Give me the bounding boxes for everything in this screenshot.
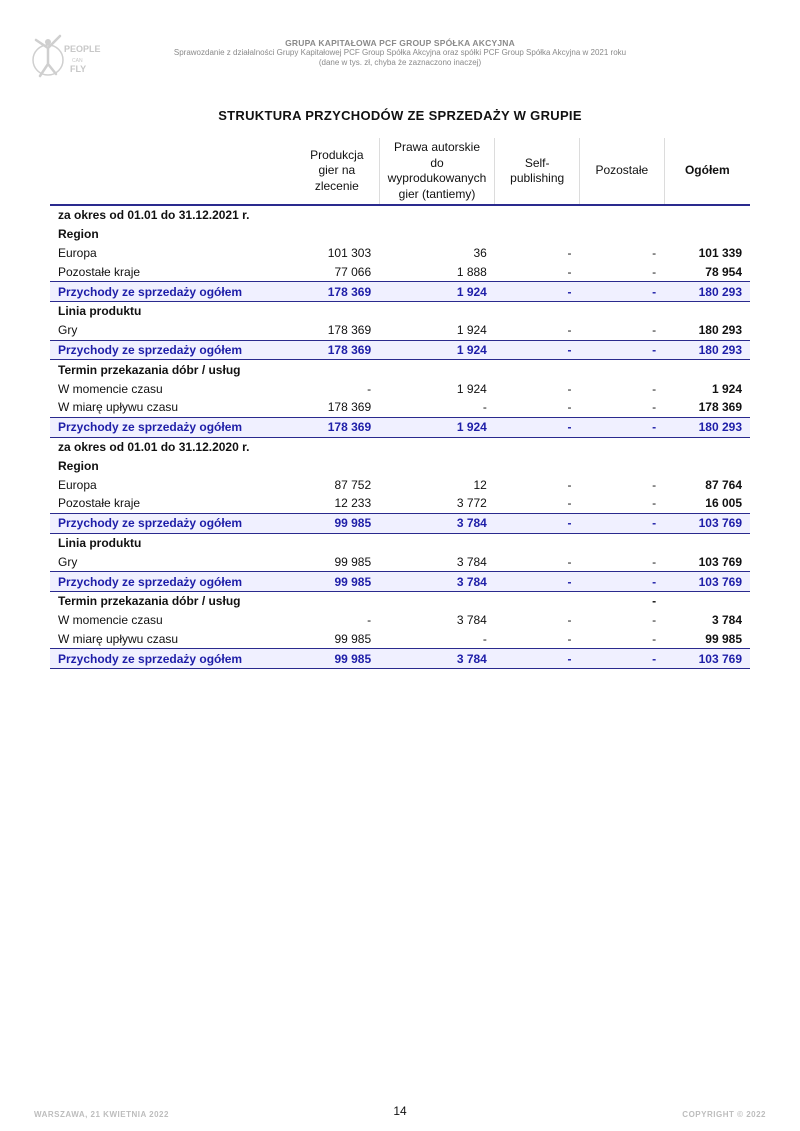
value-cell [664,301,750,320]
value-cell: 3 784 [711,613,742,628]
total-row [50,513,750,533]
row-label: W miarę upływu czasu [58,631,179,646]
value-cell: - [652,554,657,569]
value-cell [580,301,665,320]
row-label: Gry [58,323,78,338]
row-label: W momencie czasu [58,381,163,396]
section-row [50,205,750,225]
value-cell: - [495,417,580,437]
value-cell: 3 784 [456,554,487,569]
table-row [50,475,750,494]
value-cell: 3 784 [379,572,495,592]
value-cell [295,360,379,379]
value-cell: - [580,649,665,669]
row-label: Przychody ze sprzedaży ogółem [50,340,295,360]
row-label: W momencie czasu [58,613,163,628]
value-cell [295,437,379,456]
value-cell [580,533,665,552]
value-cell: 36 [473,245,487,260]
value-cell: - [567,613,572,628]
value-cell [295,301,379,320]
svg-text:PEOPLE: PEOPLE [64,44,101,54]
value-cell: - [567,631,572,646]
column-header: Produkcja gier na zlecenie [310,147,364,193]
row-label: Pozostałe kraje [58,496,141,511]
value-cell: - [652,477,657,492]
total-row [50,417,750,437]
value-cell: - [495,340,580,360]
value-cell [379,360,495,379]
section-row [50,225,750,244]
value-cell [580,360,665,379]
value-cell: - [567,496,572,511]
value-cell: 180 293 [664,417,750,437]
value-cell: 3 784 [379,513,495,533]
value-cell: 99 985 [334,554,372,569]
value-cell: - [495,649,580,669]
table-body [50,205,750,669]
value-cell: 101 339 [698,245,742,260]
value-cell [295,591,379,610]
value-cell: - [652,264,657,279]
value-cell: - [652,613,657,628]
row-label: Przychody ze sprzedaży ogółem [50,572,295,592]
value-cell: 3 772 [456,496,487,511]
table-row [50,262,750,281]
svg-text:CAN: CAN [72,58,83,64]
value-cell: - [495,572,580,592]
value-cell: - [567,554,572,569]
row-label: Region [58,227,99,242]
section-row [50,456,750,475]
company-logo [30,28,101,84]
value-cell: 99 985 [705,631,742,646]
row-label: Linia produktu [58,304,142,319]
value-cell [495,225,580,244]
section-row [50,591,750,610]
value-cell [379,301,495,320]
value-cell: - [580,513,665,533]
value-cell [664,591,750,610]
value-cell [379,456,495,475]
value-cell: - [495,513,580,533]
value-cell: 87 752 [334,477,372,492]
value-cell: - [567,400,572,415]
value-cell: 180 293 [698,323,742,338]
value-cell: 1 924 [379,417,495,437]
total-row [50,649,750,669]
value-cell [664,533,750,552]
value-cell: - [652,496,657,511]
value-cell [295,456,379,475]
column-header: Self-publishing [495,138,580,205]
header-company: GRUPA KAPITAŁOWA PCF GROUP SPÓŁKA AKCYJNA [285,38,515,48]
value-cell: - [580,282,665,302]
value-cell [580,437,665,456]
value-cell: 12 [473,477,487,492]
value-cell: 1 924 [456,323,487,338]
value-cell: 103 769 [664,513,750,533]
value-cell: 78 954 [705,264,742,279]
table-row [50,321,750,340]
value-cell: 16 005 [705,496,742,511]
revenue-structure-table [50,138,750,669]
value-cell: - [567,477,572,492]
value-cell: - [652,400,657,415]
value-cell: 178 369 [327,400,372,415]
value-cell: - [367,613,372,628]
table-header-row [50,138,750,205]
value-cell [664,360,750,379]
value-cell [379,533,495,552]
value-cell: 178 369 [295,417,379,437]
table-row [50,630,750,649]
column-header: Prawa autorskie do wyprodukowanych gier (tantiemy) [379,138,495,205]
section-row [50,301,750,320]
total-row [50,340,750,360]
value-cell: - [482,400,487,415]
value-cell: 178 369 [295,282,379,302]
header-note: (dane w tys. zł, chyba że zaznaczono inaczej) [318,58,482,67]
value-cell [580,205,665,225]
value-cell [495,437,580,456]
value-cell [295,533,379,552]
value-cell: 99 985 [295,572,379,592]
value-cell: 180 293 [664,282,750,302]
row-label: Region [58,458,99,473]
value-cell [379,205,495,225]
value-cell: 178 369 [698,400,742,415]
value-cell [580,225,665,244]
value-cell: - [495,282,580,302]
value-cell: 101 303 [327,245,372,260]
section-row [50,360,750,379]
svg-text:FLY: FLY [70,64,87,74]
table-row [50,494,750,513]
value-cell: - [567,381,572,396]
value-cell: - [580,572,665,592]
value-cell: - [567,264,572,279]
value-cell: - [652,381,657,396]
value-cell [664,225,750,244]
value-cell [379,591,495,610]
table-row [50,611,750,630]
value-cell [295,225,379,244]
row-label: Termin przekazania dóbr / usług [58,594,241,609]
table-row [50,379,750,398]
row-label: W miarę upływu czasu [58,400,179,415]
value-cell [664,205,750,225]
value-cell: 12 233 [334,496,372,511]
value-cell: 1 924 [379,282,495,302]
section-row [50,437,750,456]
section-row [50,533,750,552]
value-cell: 103 769 [664,649,750,669]
value-cell: - [567,323,572,338]
value-cell: - [652,245,657,260]
value-cell: 178 369 [327,323,372,338]
value-cell: - [580,417,665,437]
row-label: Europa [58,477,97,492]
value-cell: - [652,631,657,646]
value-cell [495,360,580,379]
value-cell: 99 985 [334,631,372,646]
value-cell: 178 369 [295,340,379,360]
value-cell: 1 924 [711,381,742,396]
value-cell [379,225,495,244]
value-cell: 1 888 [456,264,487,279]
value-cell: 99 985 [295,513,379,533]
header-subtitle: Sprawozdanie z działalności Grupy Kapitałowej PCF Group Spółka Akcyjna oraz spółki PCF Group Spółka Akcyjna w 2021 roku [173,48,627,57]
column-header: Ogółem [664,138,750,205]
value-cell: - [580,340,665,360]
value-cell: 99 985 [295,649,379,669]
value-cell: 1 924 [379,340,495,360]
value-cell [495,591,580,610]
row-label: Termin przekazania dóbr / usług [58,362,241,377]
footer-location-date: WARSZAWA, 21 KWIETNIA 2022 [34,1110,169,1119]
row-label: Przychody ze sprzedaży ogółem [50,513,295,533]
row-label: Gry [58,554,78,569]
value-cell: - [367,381,372,396]
row-label: Linia produktu [58,535,142,550]
value-cell: 77 066 [334,264,372,279]
value-cell [495,456,580,475]
value-cell [664,437,750,456]
value-cell: 103 769 [664,572,750,592]
value-cell [495,533,580,552]
value-cell: 3 784 [456,613,487,628]
row-label: Europa [58,245,97,260]
row-label: Przychody ze sprzedaży ogółem [50,417,295,437]
footer-copyright: COPYRIGHT © 2022 [682,1110,766,1119]
value-cell: 180 293 [664,340,750,360]
value-cell: 87 764 [705,477,742,492]
value-cell [495,205,580,225]
value-cell [580,456,665,475]
table-row [50,398,750,417]
value-cell: 3 784 [379,649,495,669]
value-cell [664,456,750,475]
table-row [50,244,750,263]
value-cell [379,437,495,456]
total-row [50,572,750,592]
value-cell: - [652,323,657,338]
page-title: STRUKTURA PRZYCHODÓW ZE SPRZEDAŻY W GRUPIE [218,108,582,123]
page-number: 14 [393,1104,407,1118]
header-label-cell [50,138,295,205]
value-cell: - [482,631,487,646]
value-cell [295,205,379,225]
value-cell: - [567,245,572,260]
row-label: Pozostałe kraje [58,264,141,279]
value-cell: 103 769 [698,554,742,569]
row-label: za okres od 01.01 do 31.12.2021 r. [58,208,250,223]
row-label: za okres od 01.01 do 31.12.2020 r. [58,439,250,454]
page-header [150,38,650,68]
column-header: Pozostałe [580,138,665,205]
value-cell [495,301,580,320]
value-cell: 1 924 [456,381,487,396]
table-row [50,552,750,571]
value-cell: - [652,594,657,609]
total-row [50,282,750,302]
row-label: Przychody ze sprzedaży ogółem [50,649,295,669]
row-label: Przychody ze sprzedaży ogółem [50,282,295,302]
